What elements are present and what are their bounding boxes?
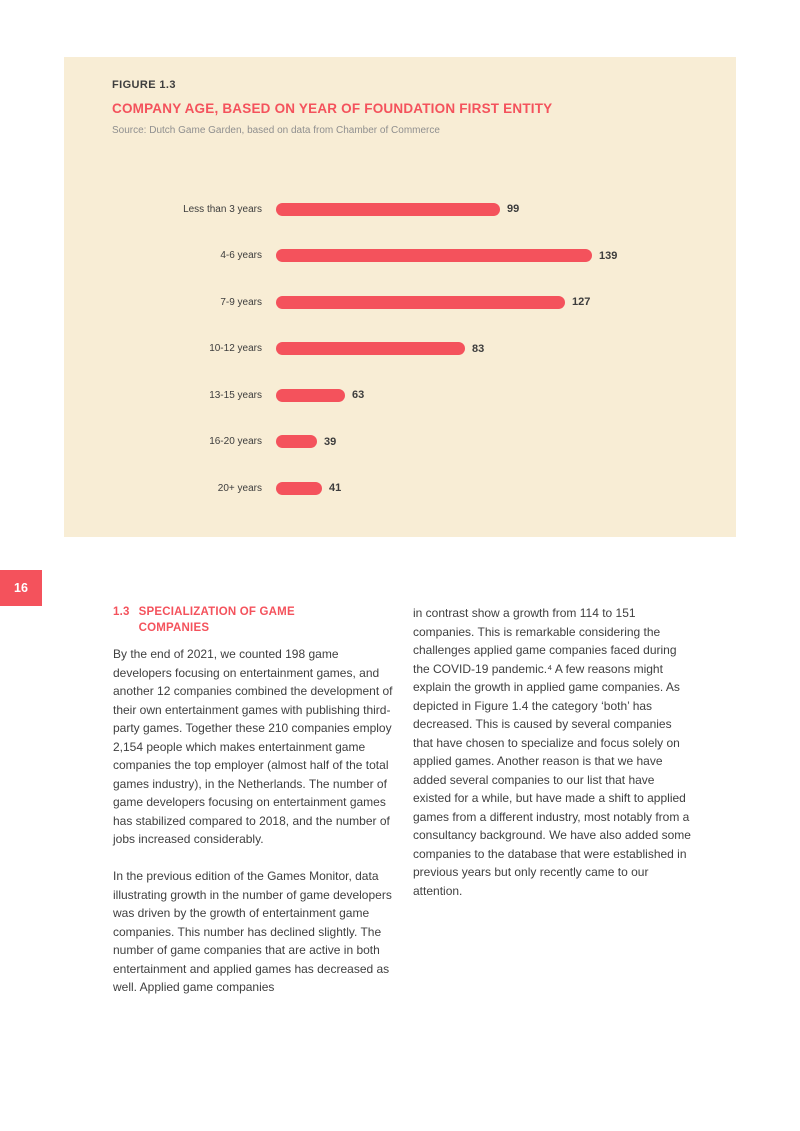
- bar: [276, 203, 500, 216]
- chart-row: [112, 465, 688, 512]
- category-label: 7-9 years: [220, 296, 262, 308]
- category-label: 4-6 years: [220, 250, 262, 262]
- bar: [276, 249, 592, 262]
- right-column: [413, 604, 693, 997]
- category-label: 16-20 years: [209, 436, 262, 448]
- value-label: 41: [329, 482, 342, 495]
- figure-title: COMPANY AGE, BASED ON YEAR OF FOUNDATION FIRST ENTITY: [112, 101, 553, 116]
- paragraph: By the end of 2021, we counted 198 game developers focusing on entertainment games, and another 12 companies combined the development of their own entertainment games with publishing third-party games. Together these 210 companies employ 2,154 people which makes entertainment game companies the top employer (almost half of the total games industry), in the Netherlands. The number of game developers focusing on entertainment games has stabilized compared to 2018, and the number of jobs increased considerably.: [113, 647, 393, 846]
- value-label: 63: [352, 389, 365, 402]
- bar: [276, 435, 317, 448]
- figure-label: FIGURE 1.3: [112, 79, 176, 91]
- value-label: 139: [599, 249, 618, 262]
- left-column: [113, 604, 393, 997]
- value-label: 39: [324, 435, 337, 448]
- category-label: 10-12 years: [209, 343, 262, 355]
- paragraph: In the previous edition of the Games Monitor, data illustrating growth in the number of game developers was driven by the growth of entertainment game companies. This number has declined slightly. The number of game companies that are active in both entertainment and applied games has decreased as well. Applied game companies: [113, 869, 392, 994]
- category-label: Less than 3 years: [183, 203, 262, 215]
- chart-row: [112, 326, 688, 373]
- chart-row: [112, 279, 688, 326]
- value-label: 127: [572, 296, 591, 309]
- value-label: 99: [507, 203, 520, 216]
- category-label: 20+ years: [217, 482, 262, 494]
- category-label: 13-15 years: [209, 389, 262, 401]
- page-number: 16: [14, 581, 28, 595]
- chart-row: [112, 233, 688, 280]
- section-heading: [113, 604, 393, 636]
- paragraph: in contrast show a growth from 114 to 151 companies. This is remarkable considering the challenges applied game companies faced during the COVID-19 pandemic.⁴ A few reasons might explain the growth in applied game companies. As depicted in Figure 1.4 the category ‘both’ has decreased. This is caused by several companies that have chosen to specialize and focus solely on applied games. Another reason is that we have added several companies to our list that have existed for a while, but have made a shift to applied games from a different industry, most notably from a consultancy background. We have also added some companies to the database that were established in previous years but only recently came to our attention.: [413, 606, 691, 898]
- bar-chart: [112, 186, 688, 512]
- chart-row: [112, 372, 688, 419]
- bar: [276, 482, 322, 495]
- body-text: [113, 604, 693, 997]
- value-label: 83: [472, 342, 485, 355]
- chart-row: [112, 186, 688, 233]
- page-number-tab: [0, 570, 42, 606]
- section-number: 1.3: [113, 606, 130, 618]
- section-title: SPECIALIZATION OF GAME COMPANIES: [138, 606, 295, 634]
- bar: [276, 389, 345, 402]
- bar: [276, 342, 465, 355]
- bar: [276, 296, 565, 309]
- figure-source: Source: Dutch Game Garden, based on data from Chamber of Commerce: [112, 125, 440, 136]
- figure-panel: [64, 57, 736, 537]
- chart-row: [112, 419, 688, 466]
